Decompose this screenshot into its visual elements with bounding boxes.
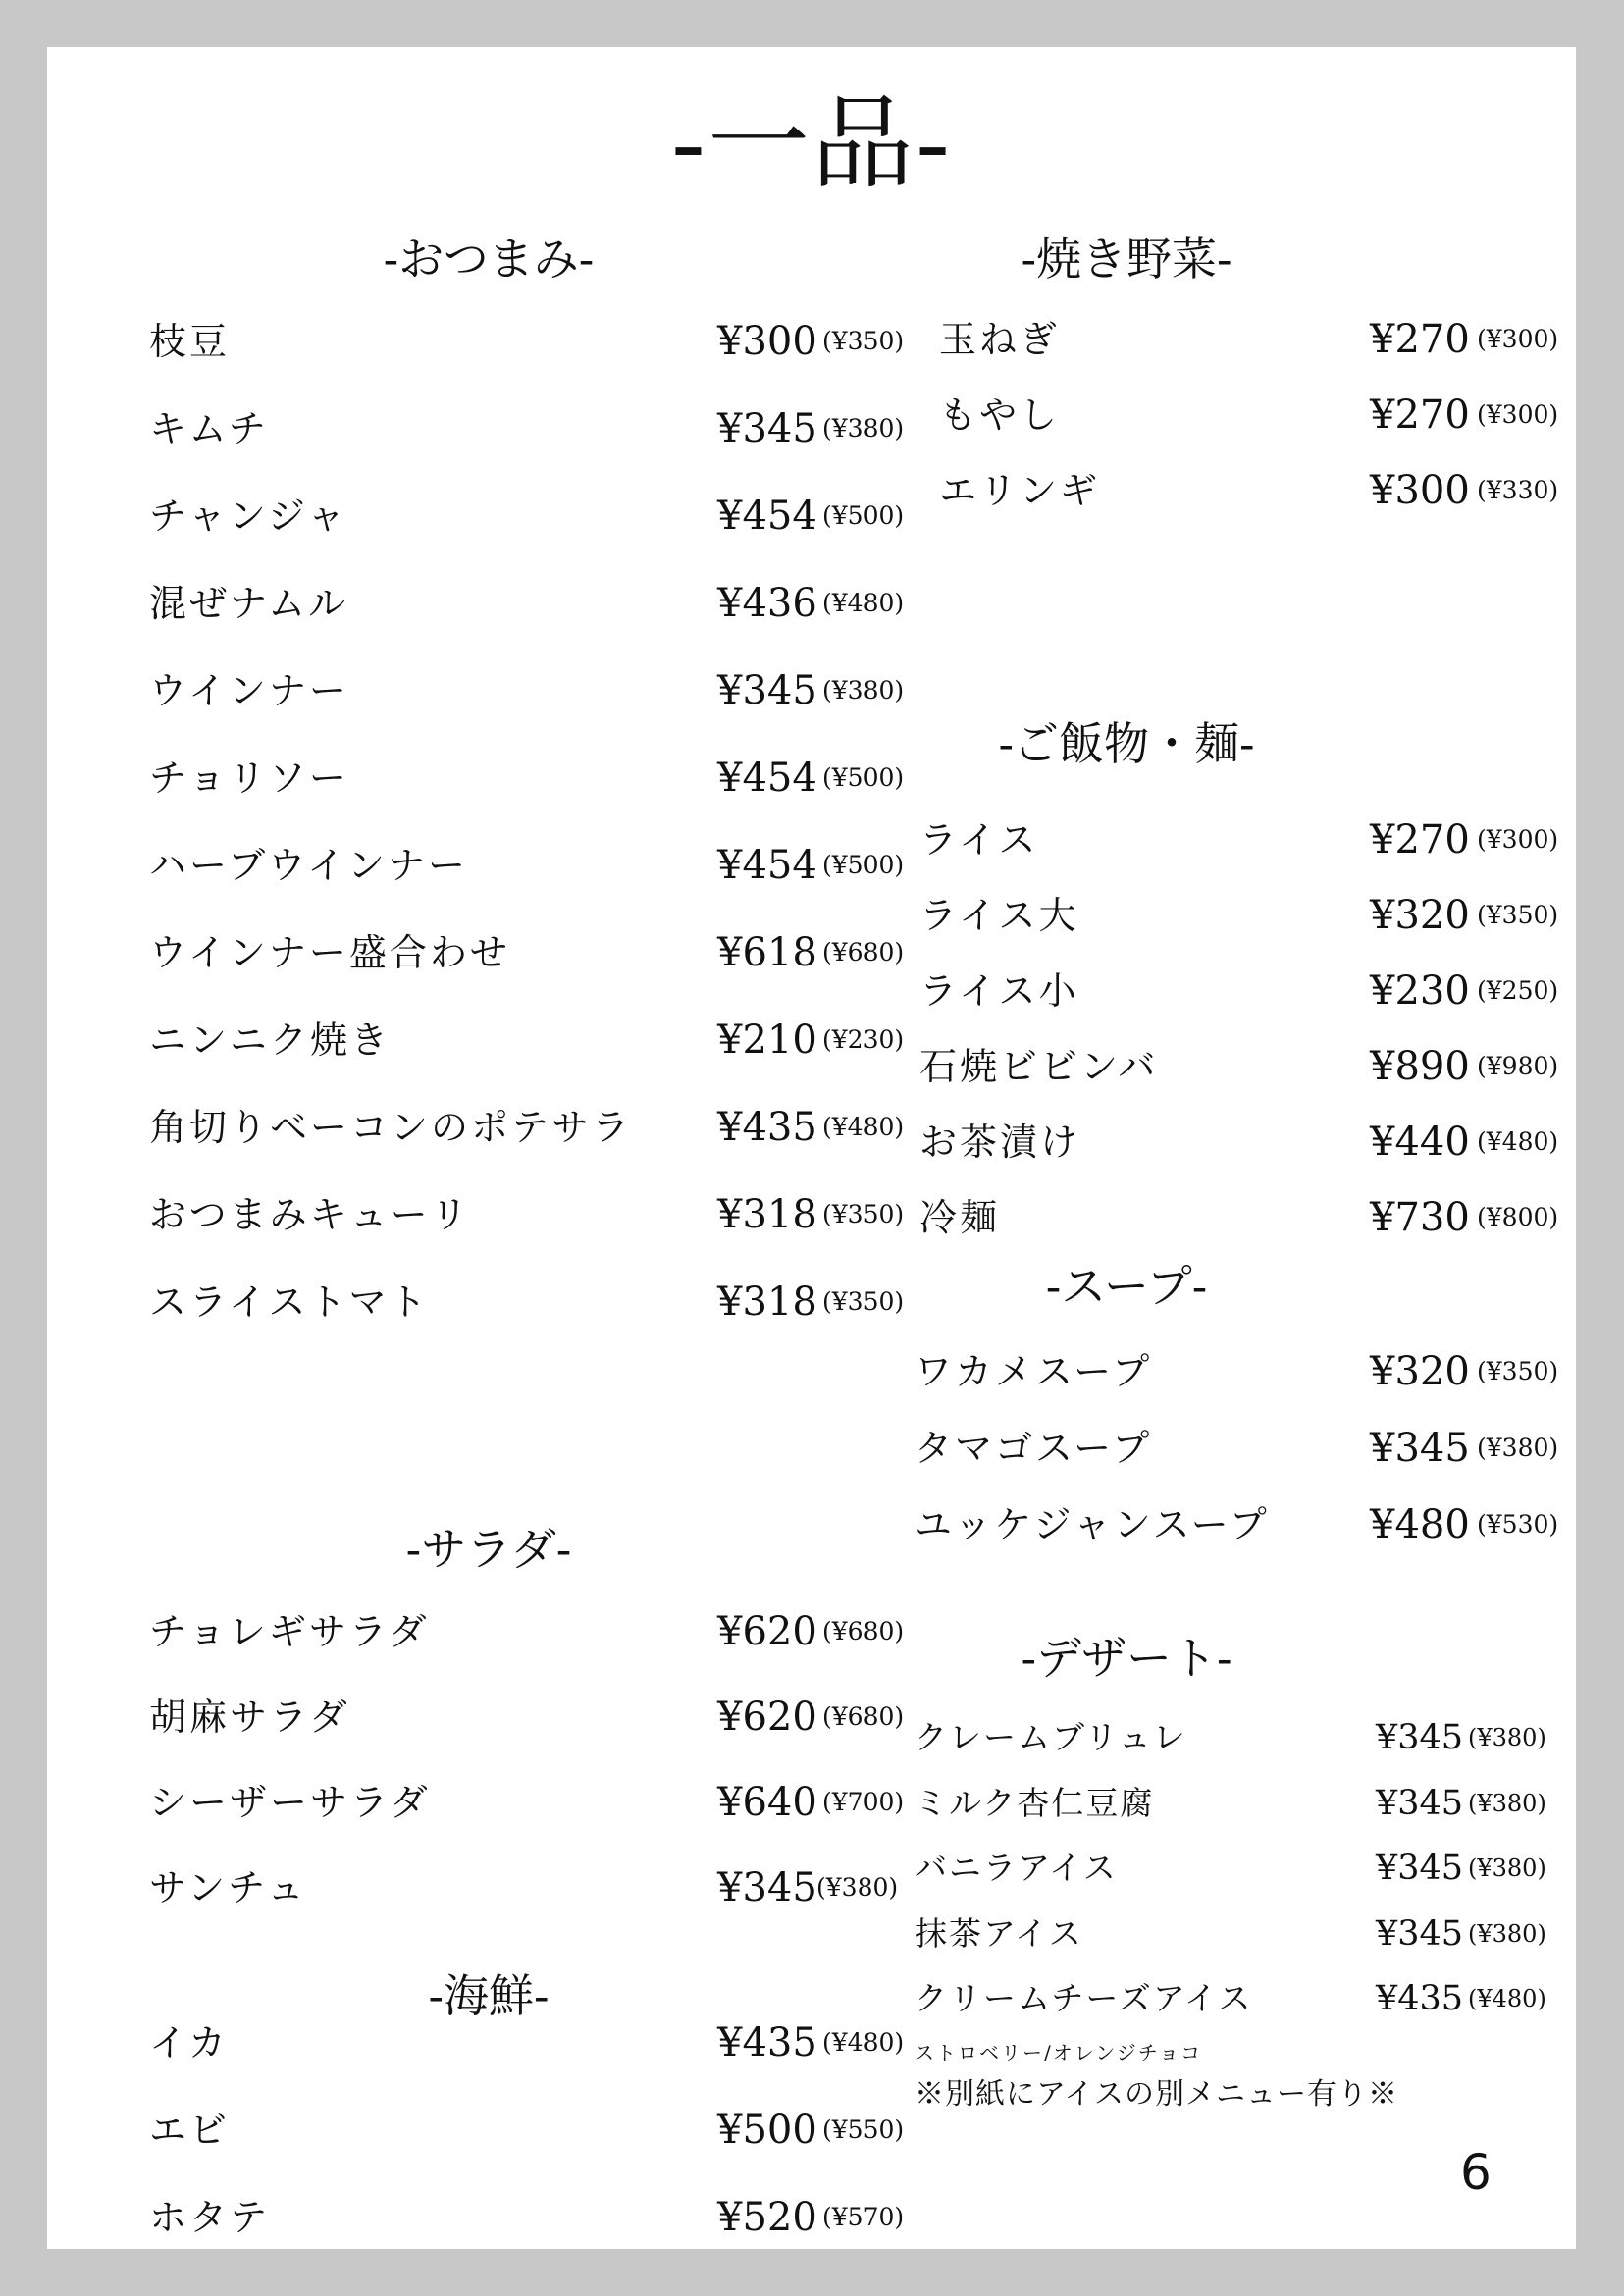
item-price-tax: (¥800) <box>1477 1203 1559 1231</box>
section-heading-dessert: -デザート- <box>1021 1632 1232 1685</box>
item-name: ライス <box>919 818 1039 861</box>
item-name: 冷麺 <box>919 1196 1001 1239</box>
section-heading-rice: -ご飯物・麺- <box>998 717 1255 770</box>
item-name: チョレギサラダ <box>149 1610 430 1653</box>
section-heading-yakiyasai: -焼き野菜- <box>1021 233 1232 286</box>
item-price: ¥440 <box>1370 1120 1470 1165</box>
item-name: ホタテ <box>149 2196 271 2239</box>
item-name: ニンニク焼き <box>149 1018 392 1062</box>
item-name: バニラアイス <box>915 1849 1118 1887</box>
item-price: ¥210 <box>717 1018 817 1063</box>
item-price-tax: (¥250) <box>1477 976 1559 1005</box>
item-price: ¥640 <box>717 1780 817 1825</box>
item-price: ¥270 <box>1370 392 1470 438</box>
item-price-tax: (¥380) <box>1468 1790 1546 1817</box>
item-name: おつまみキューリ <box>149 1193 471 1236</box>
item-price-tax: (¥380) <box>1468 1920 1546 1948</box>
section-heading-soup: -スープ- <box>1045 1260 1208 1313</box>
item-price: ¥500 <box>717 2108 817 2153</box>
item-price-tax: (¥680) <box>822 938 905 966</box>
item-name: ウインナー盛合わせ <box>149 931 510 974</box>
item-price-tax: (¥500) <box>822 763 905 792</box>
item-name: チョリソー <box>149 757 349 800</box>
menu-page <box>47 47 1576 2249</box>
page-title: -一品- <box>670 83 953 203</box>
item-price: ¥345 <box>717 406 817 451</box>
item-price-tax: (¥500) <box>822 851 905 879</box>
item-price-tax: (¥680) <box>822 1617 905 1645</box>
item-price-tax: (¥380) <box>1468 1724 1546 1751</box>
item-price-tax: (¥380) <box>1468 1854 1546 1882</box>
item-price: ¥890 <box>1370 1044 1470 1089</box>
item-name: シーザーサラダ <box>149 1781 431 1824</box>
item-name: ハーブウインナー <box>149 844 468 887</box>
item-price: ¥618 <box>717 930 817 975</box>
item-name: ユッケジャンスープ <box>915 1503 1270 1546</box>
item-price: ¥454 <box>717 494 817 539</box>
item-price: ¥230 <box>1370 968 1470 1014</box>
item-name: ライス大 <box>919 894 1079 937</box>
item-price-tax: (¥350) <box>1477 901 1559 929</box>
item-name: 胡麻サラダ <box>149 1696 350 1739</box>
item-price-tax: (¥350) <box>822 1200 905 1228</box>
item-price: ¥270 <box>1370 317 1470 362</box>
item-price-tax: (¥570) <box>822 2203 905 2231</box>
item-price-tax: (¥380) <box>1477 1434 1559 1462</box>
item-name: 抹茶アイス <box>915 1914 1083 1953</box>
item-price: ¥300 <box>1370 468 1470 513</box>
item-name: 混ぜナムル <box>149 582 349 625</box>
item-name: ライス小 <box>919 969 1079 1013</box>
item-price: ¥318 <box>717 1192 817 1237</box>
item-price-tax: (¥300) <box>1477 400 1559 429</box>
item-price: ¥480 <box>1370 1502 1470 1547</box>
item-price-tax: (¥480) <box>1477 1127 1559 1156</box>
item-price: ¥318 <box>717 1279 817 1325</box>
item-price-tax: (¥380) <box>822 676 905 704</box>
item-name: お茶漬け <box>919 1121 1081 1164</box>
section-heading-seafood: -海鮮- <box>428 1969 550 2022</box>
item-name: スライストマト <box>149 1280 430 1324</box>
item-price: ¥345 <box>1376 1914 1464 1954</box>
item-name: エビ <box>149 2109 231 2152</box>
item-name: ワカメスープ <box>915 1350 1153 1393</box>
item-price: ¥345 <box>717 1865 817 1910</box>
item-price: ¥454 <box>717 843 817 888</box>
item-name: タマゴスープ <box>915 1427 1153 1470</box>
item-price-tax: (¥350) <box>822 327 905 355</box>
item-price: ¥270 <box>1370 817 1470 862</box>
item-name: もやし <box>939 393 1061 437</box>
item-name: クリームチーズアイス <box>915 1979 1253 2017</box>
item-price: ¥620 <box>717 1609 817 1654</box>
item-price-tax: (¥350) <box>822 1287 905 1316</box>
item-price-tax: (¥300) <box>1477 325 1559 353</box>
item-name: イカ <box>149 2021 229 2064</box>
item-price-tax: (¥300) <box>1477 825 1559 854</box>
item-price: ¥454 <box>717 756 817 801</box>
item-price-tax: (¥680) <box>822 1702 905 1731</box>
item-price: ¥345 <box>717 668 817 713</box>
dessert-flavors: ストロベリー/オレンジチョコ <box>915 2041 1203 2064</box>
item-price-tax: (¥530) <box>1477 1510 1559 1539</box>
item-price: ¥320 <box>1370 893 1470 938</box>
item-price: ¥435 <box>1376 1979 1464 2018</box>
item-name: キムチ <box>149 407 269 450</box>
dessert-note: ※別紙にアイスの別メニュー有り※ <box>915 2077 1398 2112</box>
item-price-tax: (¥380) <box>816 1873 899 1902</box>
item-name: クレームブリュレ <box>915 1718 1187 1756</box>
item-name: サンチュ <box>149 1866 307 1909</box>
item-price: ¥345 <box>1370 1426 1470 1471</box>
item-price-tax: (¥980) <box>1477 1052 1559 1080</box>
item-price: ¥345 <box>1376 1849 1464 1888</box>
item-price: ¥620 <box>717 1695 817 1740</box>
item-price-tax: (¥480) <box>822 1113 905 1141</box>
item-name: 枝豆 <box>149 320 231 363</box>
section-heading-otsumami: -おつまみ- <box>383 233 595 286</box>
item-price-tax: (¥500) <box>822 501 905 530</box>
item-name: 玉ねぎ <box>939 318 1061 361</box>
item-price: ¥345 <box>1376 1718 1464 1757</box>
item-price: ¥520 <box>717 2195 817 2240</box>
item-price: ¥345 <box>1376 1784 1464 1823</box>
item-price-tax: (¥480) <box>822 2028 905 2057</box>
item-price: ¥320 <box>1370 1349 1470 1394</box>
item-price: ¥435 <box>717 1105 817 1150</box>
item-price-tax: (¥350) <box>1477 1357 1559 1385</box>
item-price-tax: (¥230) <box>822 1025 905 1054</box>
section-heading-salad: -サラダ- <box>405 1523 572 1576</box>
item-name: エリンギ <box>939 469 1101 512</box>
item-price: ¥436 <box>717 581 817 626</box>
item-price: ¥730 <box>1370 1195 1470 1240</box>
item-price: ¥435 <box>717 2020 817 2065</box>
item-name: 角切りベーコンのポテサラ <box>149 1106 633 1149</box>
item-name: 石焼ビビンバ <box>919 1045 1159 1088</box>
item-price: ¥300 <box>717 319 817 364</box>
item-price-tax: (¥700) <box>822 1788 905 1816</box>
item-name: ミルク杏仁豆腐 <box>915 1784 1155 1822</box>
item-name: チャンジャ <box>149 495 348 538</box>
item-name: ウインナー <box>149 669 349 712</box>
item-price-tax: (¥480) <box>1468 1985 1546 2012</box>
item-price-tax: (¥550) <box>822 2115 905 2144</box>
item-price-tax: (¥330) <box>1477 476 1559 504</box>
item-price-tax: (¥480) <box>822 589 905 617</box>
item-price-tax: (¥380) <box>822 414 905 443</box>
page-number: 6 <box>1460 2144 1492 2201</box>
